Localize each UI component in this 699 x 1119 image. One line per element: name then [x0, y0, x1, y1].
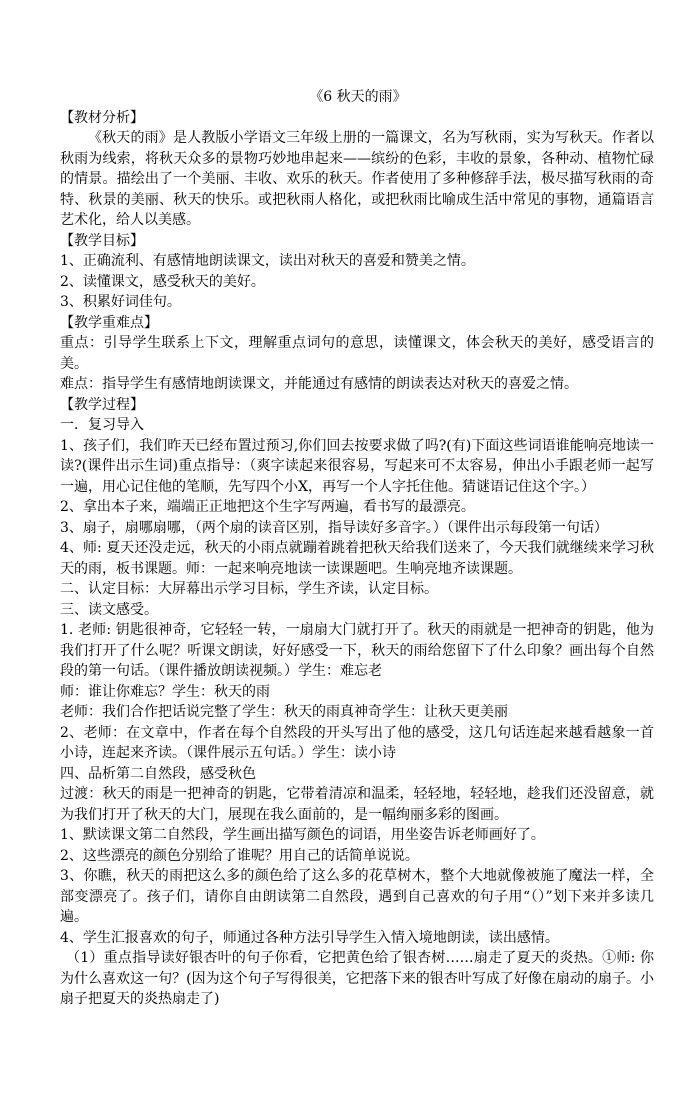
paragraph: 二、认定目标：大屏幕出示学习目标，学生齐读，认定目标。 [60, 581, 438, 597]
paragraph: 难点：指导学生有感情地朗读课文，并能通过有感情的朗读表达对秋天的喜爱之情。 [60, 376, 578, 392]
paragraph: 三、读文感受。 [60, 601, 158, 618]
paragraph: 一．复习导入 [60, 417, 144, 433]
paragraph: 2、这些漂亮的颜色分别给了谁呢？用自己的话简单说说。 [60, 847, 419, 864]
paragraph: 3、你瞧，秋天的雨把这么多的颜色给了这么多的花草树木，整个大地就像被施了魔法一样，全部变漂亮了。孩子们，请你自由朗读第二自然段，遇到自己喜欢的句子用“（）”划下来并多读几遍。 [60, 868, 654, 925]
paragraph: 老师：我们合作把话说完整了学生：秋天的雨真神奇学生：让秋天更美丽 [60, 704, 508, 720]
section-heading: 【教材分析】 [60, 109, 144, 126]
paragraph: 重点：引导学生联系上下文，理解重点词句的意思，读懂课文，体会秋天的美好，感受语言的美。 [60, 335, 654, 372]
paragraph: 1、孩子们，我们昨天已经布置过预习,你们回去按要求做了吗?(有)下面这些词语谁能响亮地读一读?(课件出示生词)重点指导：（爽字读起来很容易，写起来可不太容易，伸出小手跟老师一起写一遍，用心记住他的笔顺，先写四个小X，再写一个人字托住他。猜谜语记住这个字。） [60, 437, 654, 495]
paragraph: 2、拿出本子来，端端正正地把这个生字写两遍，看书写的最漂亮。 [60, 499, 475, 515]
paragraph: 2、老师：在文章中，作者在每个自然段的开头写出了他的感受，这几句话连起来越看越象一首小诗，连起来齐读。（课件展示五句话。）学生：读小诗 [60, 724, 654, 761]
paragraph: （1）重点指导读好银杏叶的句子你看，它把黄色给了银杏树……扇走了夏天的炎热。①师: 你为什么喜欢这一句？(因为这个句子写得很美，它把落下来的银杏叶写成了好像在扇动的扇子。小扇子把夏天的炎热扇走了) [60, 950, 654, 1007]
paragraph: 1. 老师: 钥匙很神奇，它轻轻一转，一扇扇大门就打开了。秋天的雨就是一把神奇的钥匙，他为我们打开了什么呢？听课文朗读，好好感受一下，秋天的雨给您留下了什么印象？画出每个自然段的第一句话。（课件播放朗读视频。）学生：难忘老 [60, 622, 654, 679]
paragraph: 3、扇子，扇哪扇哪，（两个扇的读音区别，指导读好多音字。）（课件出示每段第一句话） [60, 519, 608, 536]
paragraph: 4、学生汇报喜欢的句子，师通过各种方法引导学生入情入境地朗读，读出感情。 [60, 929, 559, 946]
paragraph: 3、积累好词佳句。 [60, 294, 181, 310]
paragraph: 2、读懂课文，感受秋天的美好。 [60, 273, 265, 290]
document-body [60, 108, 654, 1010]
section-heading: 【教学目标】 [60, 232, 144, 249]
section-heading: 【教学重难点】 [60, 314, 158, 331]
paragraph: 四、品析第二自然段，感受秋色 [60, 765, 256, 782]
paragraph: 《秋天的雨》是人教版小学语文三年级上册的一篇课文，名为写秋雨，实为写秋天。作者以秋雨为线索，将秋天众多的景物巧妙地串起来——缤纷的色彩，丰收的景象，各种动、植物忙碌的情景。描绘出了一个美丽、丰收、欢乐的秋天。作者使用了多种修辞手法，极尽描写秋雨的奇特、秋景的美丽、秋天的快乐。或把秋雨人格化，或把秋雨比喻成生活中常见的事物，通篇语言艺术化，给人以美感。 [60, 130, 654, 228]
paragraph: 1、默读课文第二自然段，学生画出描写颜色的词语，用坐姿告诉老师画好了。 [60, 827, 545, 843]
paragraph: 过渡：秋天的雨是一把神奇的钥匙，它带着清凉和温柔，轻轻地，轻轻地，趁我们还没留意，就为我们打开了秋天的大门，展现在我么面前的，是一幅绚丽多彩的图画。 [60, 786, 654, 823]
document-title: 《6 秋天的雨》 [309, 89, 407, 105]
paragraph: 4、师: 夏天还没走远，秋天的小雨点就蹦着跳着把秋天给我们送来了，今天我们就继续来学习秋天的雨，板书课题。师：一起来响亮地读一读课题吧。生响亮地齐读课题。 [60, 540, 654, 577]
section-heading: 【教学过程】 [60, 396, 144, 413]
paragraph: 1、正确流利、有感情地朗读课文，读出对秋天的喜爱和赞美之情。 [60, 253, 475, 269]
paragraph: 师：谁让你难忘？学生：秋天的雨 [60, 683, 270, 700]
